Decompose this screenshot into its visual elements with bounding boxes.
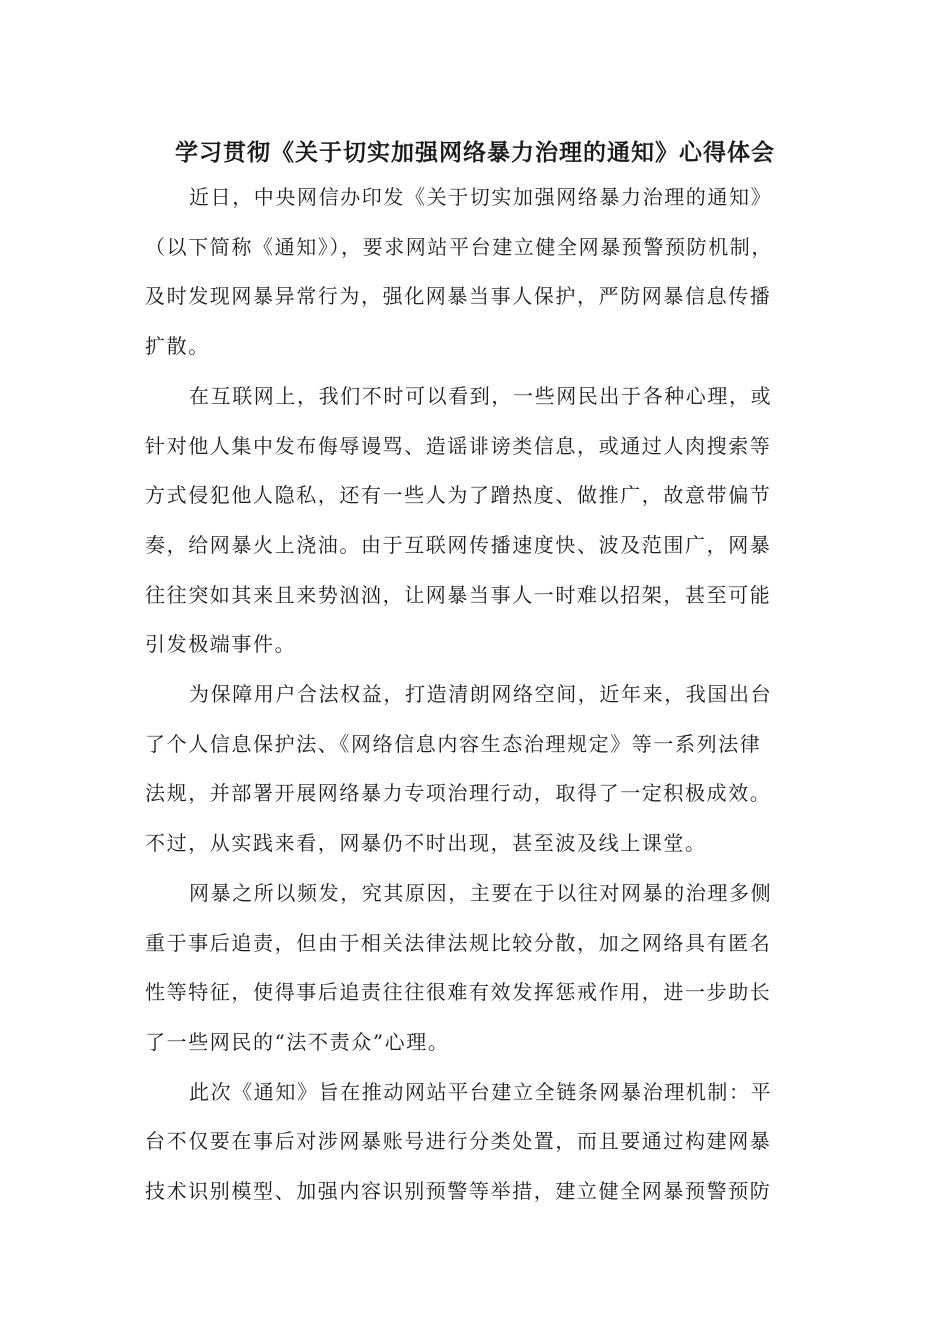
paragraph-3: [145, 670, 810, 869]
paragraph-line: 奏，给网暴火上浇油。由于互联网传播速度快、波及范围广，网暴: [145, 532, 772, 557]
paragraph-line: 不过，从实践来看，网暴仍不时出现，甚至波及线上课堂。: [145, 831, 707, 856]
paragraph-line: 为保障用户合法权益，打造清朗网络空间，近年来，我国出台: [189, 682, 773, 707]
paragraph-line: 及时发现网暴异常行为，强化网暴当事人保护，严防网暴信息传播: [145, 284, 772, 309]
paragraph-line: 方式侵犯他人隐私，还有一些人为了蹭热度、做推广，故意带偏节: [145, 483, 772, 508]
paragraph-line: 近日，中央网信办印发《关于切实加强网络暴力治理的通知》: [189, 185, 773, 209]
paragraph-line: 此次《通知》旨在推动网站平台建立全链条网暴治理机制：平: [189, 1079, 773, 1104]
paragraph-line: 重于事后追责，但由于相关法律法规比较分散，加之网络具有匿名: [145, 930, 772, 955]
paragraph-line: 往往突如其来且来势汹汹，让网暴当事人一时难以招架，甚至可能: [145, 582, 772, 607]
document-title: 学习贯彻《关于切实加强网络暴力治理的通知》心得体会: [175, 140, 775, 166]
paragraph-line: 扩散。: [145, 334, 210, 359]
paragraph-line: 了一些网民的“法不责众”心理。: [145, 1029, 450, 1054]
document-body: [145, 161, 810, 1217]
paragraph-line: 了个人信息保护法、《网络信息内容生态治理规定》等一系列法律: [145, 731, 762, 756]
paragraph-line: 台不仅要在事后对涉网暴账号进行分类处置，而且要通过构建网暴: [145, 1129, 772, 1154]
paragraph-line: 引发极端事件。: [145, 632, 297, 657]
paragraph-5: [145, 1068, 810, 1217]
paragraph-line: 针对他人集中发布侮辱谩骂、造谣诽谤类信息，或通过人肉搜索等: [145, 433, 772, 458]
paragraph-line: （以下简称《通知》），要求网站平台建立健全网暴预警预防机制，: [145, 234, 773, 259]
paragraph-1: [145, 173, 810, 372]
paragraph-line: 法规，并部署开展网络暴力专项治理行动，取得了一定积极成效。: [145, 781, 772, 806]
paragraph-line: 网暴之所以频发，究其原因，主要在于以往对网暴的治理多侧: [189, 880, 773, 905]
paragraph-line: 技术识别模型、加强内容识别预警等举措，建立健全网暴预警预防: [145, 1179, 772, 1204]
paragraph-line: 在互联网上，我们不时可以看到，一些网民出于各种心理，或: [189, 383, 773, 408]
paragraph-4: [145, 869, 810, 1068]
paragraph-2: [145, 372, 810, 670]
paragraph-line: 性等特征，使得事后追责往往很难有效发挥惩戒作用，进一步助长: [145, 980, 772, 1005]
